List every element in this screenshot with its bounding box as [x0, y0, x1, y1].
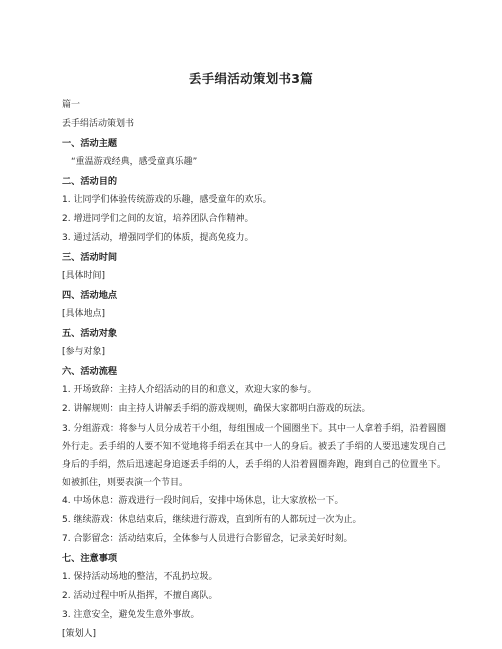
heading-flow: 六、活动流程	[62, 366, 118, 377]
section-label: 篇一	[62, 100, 81, 110]
heading-purpose: 二、活动目的	[62, 176, 118, 187]
place-value: [具体地点]	[62, 309, 106, 319]
audience-value: [参与对象]	[62, 347, 106, 357]
purpose-item: 1. 让同学们体验传统游戏的乐趣，感受童年的欢乐。	[62, 195, 272, 205]
flow-item: 7. 合影留念：活动结束后，全体参与人员进行合影留念，记录美好时刻。	[62, 534, 353, 544]
document-subtitle: 丢手绢活动策划书	[62, 119, 135, 129]
theme-text: “重温游戏经典，感受童真乐趣”	[71, 157, 198, 167]
note-item: 3. 注意安全，避免发生意外事故。	[62, 610, 200, 620]
document-title: 丢手绢活动策划书3篇	[188, 71, 314, 86]
heading-theme: 一、活动主题	[62, 138, 118, 149]
note-item: 2. 活动过程中听从指挥，不擅自离队。	[62, 591, 218, 601]
purpose-item: 2. 增进同学们之间的友谊，培养团队合作精神。	[62, 214, 254, 224]
heading-audience: 五、活动对象	[62, 328, 118, 339]
flow-item-paragraph: 3. 分组游戏：将参与人员分成若干小组，每组围成一个圆圈坐下。其中一人拿着手绢，沿着圆圈外行走。丢手绢的人要不知不觉地将手绢丢在其中一人的身后。被丢了手绢的人要迅速发现自己身后的手绢，然后迅速起身追逐丢手绢的人，丢手绢的人沿着圆圈奔跑，跑到自己的位置坐下。如被抓住，则要表演一个节目。	[62, 424, 446, 488]
heading-notes: 七、注意事项	[62, 553, 118, 564]
flow-item: 2. 讲解规则：由主持人讲解丢手绢的游戏规则，确保大家都明白游戏的玩法。	[62, 404, 371, 414]
purpose-item: 3. 通过活动，增强同学们的体质，提高免疫力。	[62, 233, 254, 243]
planner-value: [策划人]	[62, 629, 97, 639]
document-body	[62, 96, 446, 644]
heading-place: 四、活动地点	[62, 290, 118, 301]
flow-item: 1. 开场致辞：主持人介绍活动的目的和意义，欢迎大家的参与。	[62, 385, 317, 395]
note-item: 1. 保持活动场地的整洁，不乱扔垃圾。	[62, 572, 218, 582]
flow-item: 4. 中场休息：游戏进行一段时间后，安排中场休息，让大家放松一下。	[62, 496, 344, 506]
flow-item: 5. 继续游戏：休息结束后，继续进行游戏，直到所有的人都玩过一次为止。	[62, 515, 362, 525]
heading-time: 三、活动时间	[62, 252, 118, 263]
time-value: [具体时间]	[62, 271, 106, 281]
